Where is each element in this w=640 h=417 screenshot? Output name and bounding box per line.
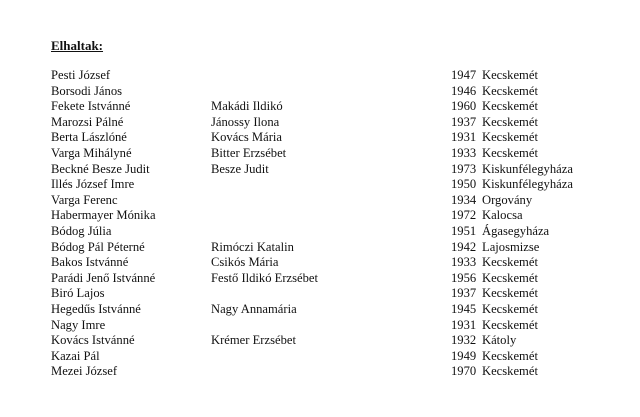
list-item xyxy=(51,84,611,100)
birth-year: 1946 xyxy=(451,83,477,98)
birth-place: Kecskemét xyxy=(482,364,538,379)
person-name: Bakos Istvánné xyxy=(51,255,129,270)
birth-year: 1937 xyxy=(451,286,477,301)
maiden-name: Festő Ildikó Erzsébet xyxy=(211,270,319,285)
list-item xyxy=(51,68,611,84)
list-item xyxy=(51,130,611,146)
birth-year: 1973 xyxy=(451,161,477,176)
birth-year: 1931 xyxy=(451,317,477,332)
birth-place: Kecskemét xyxy=(482,286,538,301)
birth-place: Lajosmizse xyxy=(482,239,540,254)
birth-place: Kecskemét xyxy=(482,83,538,98)
person-name: Parádi Jenő Istvánné xyxy=(51,270,156,285)
person-name: Biró Lajos xyxy=(51,286,105,301)
person-name: Hegedűs Istvánné xyxy=(51,301,141,316)
birth-place: Kecskemét xyxy=(482,255,538,270)
list-item xyxy=(51,286,611,302)
person-name: Varga Ferenc xyxy=(51,192,118,207)
page-heading: Elhaltak: xyxy=(51,38,104,53)
birth-year: 1950 xyxy=(451,177,477,192)
person-name: Kazai Pál xyxy=(51,348,100,363)
birth-place: Kecskemét xyxy=(482,348,538,363)
birth-year: 1951 xyxy=(451,223,477,238)
person-name: Bódog Pál Péterné xyxy=(51,239,145,254)
birth-place: Ágasegyháza xyxy=(482,223,550,238)
maiden-name: Krémer Erzsébet xyxy=(211,333,296,348)
maiden-name: Rimóczi Katalin xyxy=(211,239,294,254)
maiden-name: Bitter Erzsébet xyxy=(211,145,287,160)
list-item xyxy=(51,333,611,349)
birth-place: Kecskemét xyxy=(482,301,538,316)
list-item xyxy=(51,99,611,115)
birth-year: 1956 xyxy=(451,270,477,285)
list-item xyxy=(51,349,611,365)
birth-year: 1970 xyxy=(451,364,477,379)
birth-year: 1945 xyxy=(451,301,477,316)
maiden-name: Besze Judit xyxy=(211,161,269,176)
maiden-name: Csikós Mária xyxy=(211,255,279,270)
list-item xyxy=(51,208,611,224)
maiden-name: Nagy Annamária xyxy=(211,301,297,316)
person-name: Kovács Istvánné xyxy=(51,333,135,348)
birth-place: Kátoly xyxy=(482,333,517,348)
birth-year: 1934 xyxy=(451,192,477,207)
list-item xyxy=(51,255,611,271)
birth-place: Kecskemét xyxy=(482,145,538,160)
person-name: Pesti József xyxy=(51,68,111,82)
birth-year: 1972 xyxy=(451,208,477,223)
person-name: Fekete Istvánné xyxy=(51,99,131,114)
person-name: Illés József Imre xyxy=(51,177,135,192)
person-name: Berta Lászlóné xyxy=(51,130,127,145)
birth-place: Kecskemét xyxy=(482,317,538,332)
birth-place: Kalocsa xyxy=(482,208,523,223)
birth-place: Kiskunfélegyháza xyxy=(482,161,573,176)
birth-place: Kecskemét xyxy=(482,130,538,145)
list-item xyxy=(51,302,611,318)
person-name: Habermayer Mónika xyxy=(51,208,156,223)
person-name: Varga Mihályné xyxy=(51,145,132,160)
birth-place: Kecskemét xyxy=(482,114,538,129)
list-item xyxy=(51,318,611,334)
birth-place: Kiskunfélegyháza xyxy=(482,177,573,192)
list-item xyxy=(51,224,611,240)
birth-year: 1933 xyxy=(451,145,477,160)
birth-year: 1947 xyxy=(451,68,477,82)
list-item xyxy=(51,193,611,209)
list-item xyxy=(51,146,611,162)
person-name: Borsodi János xyxy=(51,83,123,98)
birth-year: 1942 xyxy=(451,239,477,254)
birth-year: 1949 xyxy=(451,348,477,363)
person-name: Bódog Júlia xyxy=(51,223,112,238)
birth-place: Kecskemét xyxy=(482,270,538,285)
birth-year: 1960 xyxy=(451,99,477,114)
maiden-name: Jánossy Ilona xyxy=(211,114,280,129)
birth-year: 1937 xyxy=(451,114,477,129)
list-item xyxy=(51,115,611,131)
birth-place: Kecskemét xyxy=(482,99,538,114)
birth-place: Orgovány xyxy=(482,192,533,207)
deceased-list xyxy=(51,68,611,380)
person-name: Beckné Besze Judit xyxy=(51,161,150,176)
list-item xyxy=(51,364,611,380)
maiden-name: Makádi Ildikó xyxy=(211,99,283,114)
list-item xyxy=(51,271,611,287)
maiden-name: Kovács Mária xyxy=(211,130,282,145)
birth-year: 1931 xyxy=(451,130,477,145)
list-item xyxy=(51,162,611,178)
birth-place: Kecskemét xyxy=(482,68,538,82)
birth-year: 1933 xyxy=(451,255,477,270)
list-item xyxy=(51,177,611,193)
birth-year: 1932 xyxy=(451,333,477,348)
person-name: Nagy Imre xyxy=(51,317,106,332)
person-name: Marozsi Pálné xyxy=(51,114,124,129)
person-name: Mezei József xyxy=(51,364,118,379)
list-item xyxy=(51,240,611,256)
